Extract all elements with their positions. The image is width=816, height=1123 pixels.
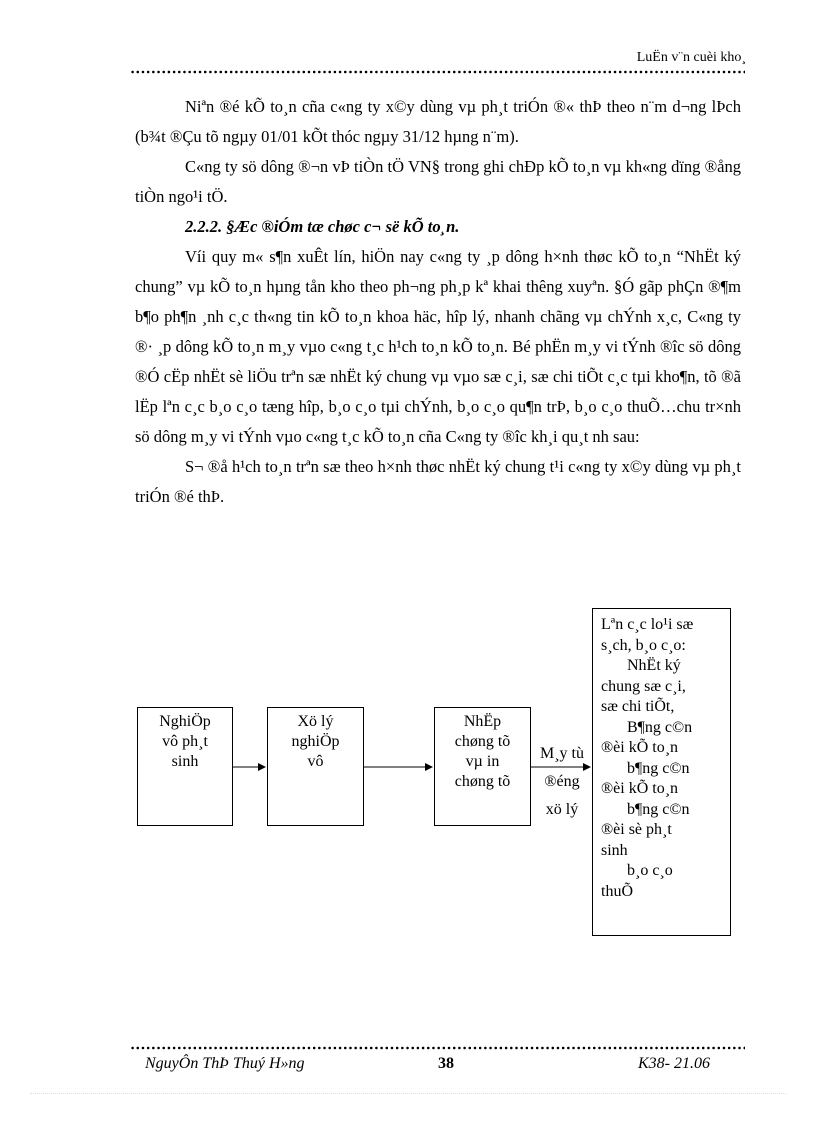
box-line: b¶ng c©n — [627, 759, 690, 777]
footer-author: NguyÔn ThÞ Thuý H»ng — [145, 1055, 305, 1072]
box-line: thuÕ — [601, 882, 633, 900]
box-line: ®èi sè ph¸t — [601, 821, 672, 838]
box-line: B¶ng c©n — [627, 718, 693, 736]
section-heading: 2.2.2. §Æc ®iÓm tæ chøc c¬ së kÕ to¸n. — [185, 217, 460, 236]
page-edge-line — [30, 1093, 786, 1094]
footer-dotted-rule — [130, 1046, 745, 1050]
paragraph-fiscal-year: Niªn ®é kÕ to¸n cña c«ng ty x©y dùng vµ ph¸t triÓn ®« thÞ theo n¨m d¬ng lÞch (b¾t ®Çu tõ ngµy 01/01 kÕt thóc ngµy 31/12 hµng n¨m). — [135, 97, 741, 146]
box-line: sæ chi tiÕt, — [601, 698, 675, 715]
box-line: NghiÖp — [159, 713, 211, 730]
box-enter-documents — [434, 707, 531, 826]
box-line: nghiÖp — [291, 733, 340, 750]
paragraph-currency: C«ng ty sö dông ®¬n vÞ tiÒn tÖ VN§ trong ghi chÐp kÕ to¸n vµ kh«ng dïng ®ång tiÒn ngo¹i tÖ. — [135, 157, 741, 206]
box-line: b¶ng c©n — [627, 800, 690, 818]
box-line: Lªn c¸c lo¹i sæ — [601, 616, 694, 633]
box-line: sinh — [601, 841, 628, 859]
box-line: chung sæ c¸i, — [601, 677, 686, 695]
box-line: chøng tõ — [454, 773, 511, 790]
paragraph-accounting-form: Víi quy m« s¶n xuÊt lín, hiÖn nay c«ng ty ¸p dông h×nh thøc kÕ to¸n “NhËt ký chung” vµ kÕ to¸n hµng tån kho theo ph¬ng ph¸p kª khai thêng xuyªn. §Ó gãp phÇn ®¶m b¶o ph¶n ¸nh c¸c th«ng tin kÕ to¸n khoa häc, hîp lý, nhanh chãng vµ chÝnh x¸c, C«ng ty ®· ¸p dông kÕ to¸n m¸y vµo c«ng t¸c h¹ch to¸n kÕ to¸n. Bé phËn m¸y vi tÝnh ®îc sö dông ®Ó cËp nhËt sè liÖu trªn sæ nhËt ký chung vµ vµo sæ c¸i, sæ chi tiÕt c¸c tµi kho¶n, tõ ®ã lËp lªn c¸c b¸o c¸o tæng hîp, b¸o c¸o tµi chÝnh, b¸o c¸o qu¶n trÞ, b¸o c¸o thuÕ…chu tr×nh sö dông m¸y vi tÝnh vµo c«ng t¸c kÕ to¸n cña C«ng ty ®îc kh¸i qu¸t nh sau: — [135, 247, 741, 446]
page-number: 38 — [438, 1055, 454, 1072]
box-line: s¸ch, b¸o c¸o: — [601, 636, 686, 654]
box-line: vô ph¸t — [162, 733, 208, 750]
box-line: NhËt ký — [627, 657, 681, 674]
footer-class-code: K38- 21.06 — [638, 1055, 710, 1072]
box-line: ®èi kÕ to¸n — [601, 739, 679, 756]
label-line: ®éng — [544, 773, 580, 790]
paragraph-diagram-caption: S¬ ®å h¹ch to¸n trªn sæ theo h×nh thøc nhËt ký chung t¹i c«ng ty x©y dùng vµ ph¸t triÓn ®é thÞ. — [135, 457, 741, 506]
box-line: Xö lý — [297, 713, 334, 730]
box-line: ®èi kÕ to¸n — [601, 780, 679, 797]
box-line: vµ in — [465, 753, 500, 770]
box-reports — [592, 608, 731, 936]
label-line: xö lý — [545, 801, 579, 818]
header-title: LuËn v¨n cuèi kho¸ — [636, 50, 746, 65]
box-line: NhËp — [463, 713, 502, 730]
box-process-event — [267, 707, 364, 826]
box-line: sinh — [171, 753, 199, 770]
box-business-event — [137, 707, 233, 826]
box-line: b¸o c¸o — [627, 862, 673, 879]
auto-process-label — [534, 740, 590, 824]
box-line: chøng tõ — [454, 733, 511, 750]
label-line: M¸y tù — [540, 745, 584, 762]
box-line: vô — [307, 753, 324, 770]
